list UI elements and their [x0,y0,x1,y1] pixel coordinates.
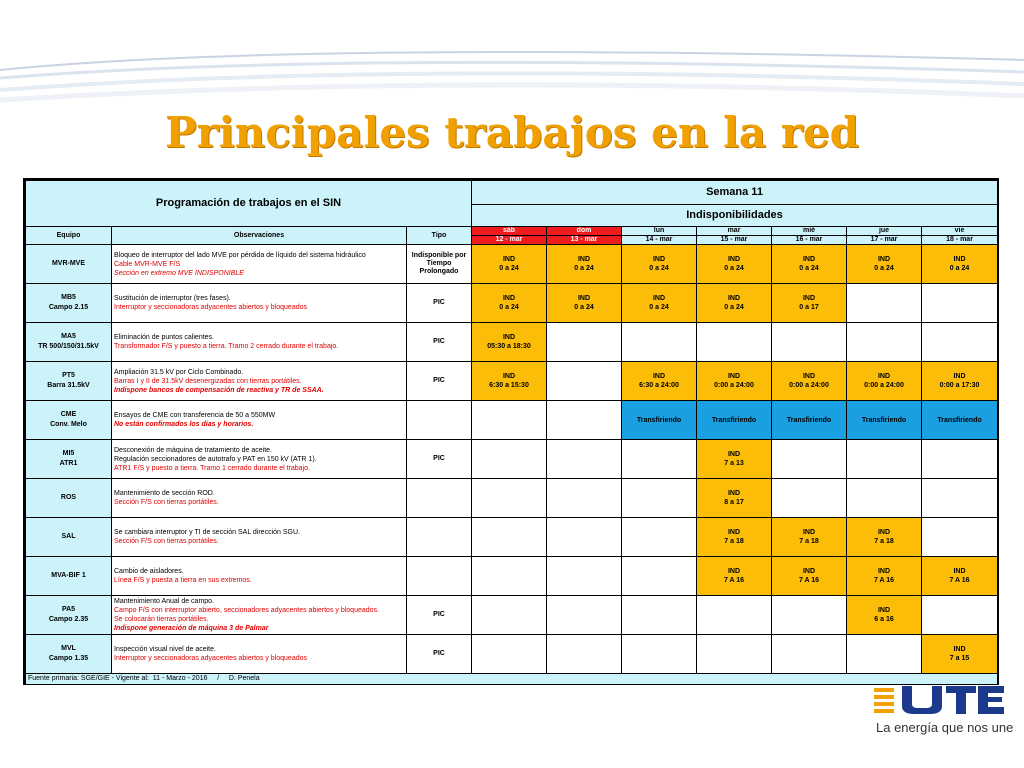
transfer-cell [622,401,697,440]
empty-cell [547,596,622,635]
equipo-label: MVL [61,645,76,652]
observacion-line: Indispone bancos de compensación de reactiva y TR de SSAA. [114,386,324,394]
cell-text: IND [802,295,816,302]
equipo-label: ROS [60,494,77,501]
cell-text: 7 a 18 [724,538,744,545]
cell-text: IND [727,451,741,458]
date-header: 12 - mar [472,236,547,245]
day-header: mié [772,227,847,236]
day-header: jue [847,227,922,236]
cell-text: IND [953,373,966,380]
empty-cell [622,596,697,635]
cell-text: IND [877,607,891,614]
cell-text: Transfiriendo [711,416,757,424]
cell-text: IND [577,256,591,263]
cell-text: 7 a 13 [724,460,744,467]
observacion-line: Barras I y II de 31.5kV desenergizadas con tierras portátiles. [114,377,302,385]
unavailable-cell [547,245,622,284]
unavailable-cell [472,245,547,284]
observaciones-cell [112,440,407,479]
cell-text: 8 a 17 [724,499,744,506]
unavailable-cell [772,557,847,596]
cell-text: 0 a 24 [574,265,594,272]
unavailable-cell [472,284,547,323]
cell-text: 0:00 a 24:00 [864,382,904,389]
table-row [26,440,998,479]
tipo-cell [407,557,472,596]
equipo-cell [26,245,112,284]
equipo-cell [26,440,112,479]
empty-cell [472,596,547,635]
cell-text: IND [727,490,741,497]
cell-text: 7 A 16 [798,577,820,584]
equipo-label: Campo 1.35 [48,655,89,662]
observacion-line: Regulación seccionadores de autotrafo y PAT en 150 kV (ATR 1). [114,455,317,463]
cell-text: 6:30 a 15:30 [489,382,529,389]
equipo-label: TR 500/150/31.5kV [38,343,99,350]
table-row [26,557,998,596]
day-header: vie [922,227,998,236]
empty-cell [922,479,998,518]
slide-title: Principales trabajos en la red [165,108,859,157]
tipo-label: PIC [433,650,445,657]
cell-text: IND [953,568,966,575]
cell-text: 7 A 16 [723,577,745,584]
empty-cell [622,323,697,362]
observacion-line: Ensayos de CME con transferencia de 50 a 550MW [114,412,276,419]
unavailable-cell [922,362,998,401]
observacion-line: Ampliación 31.5 kV por Ciclo Combinado. [114,368,244,376]
cell-text: IND [802,256,816,263]
unavailable-cell [772,284,847,323]
cell-text: 7 A 16 [873,577,895,584]
equipo-label: Campo 2.15 [48,304,89,311]
unavailable-cell [622,362,697,401]
observacion-line: Desconexión de máquina de tratamiento de aceite. [114,446,272,454]
observaciones-cell [112,401,407,440]
unavailable-cell [847,518,922,557]
observacion-line: No están confirmados los días y horarios. [114,421,254,428]
empty-cell [922,323,998,362]
table-row [26,479,998,518]
equipo-cell [26,401,112,440]
table-row [26,284,998,323]
cell-text: 7 a 15 [949,655,970,662]
empty-cell [472,440,547,479]
date-header: 17 - mar [847,236,922,245]
tipo-cell [407,440,472,479]
day-header: sáb [472,227,547,236]
observacion-line: Cambio de aisladores. [114,568,184,575]
empty-cell [547,440,622,479]
unavailable-cell [772,518,847,557]
equipo-label: MVA-BIF 1 [51,572,86,579]
schedule-title: Programación de trabajos en el SIN [26,181,472,227]
tipo-label: PIC [433,299,445,306]
cell-text: 0 a 24 [724,265,744,272]
cell-text: IND [727,295,741,302]
cell-text: IND [727,529,741,536]
equipo-label: CME [60,411,77,418]
equipo-label: ATR1 [59,460,78,467]
empty-cell [622,635,697,674]
equipo-label: Barra 31.5kV [47,382,90,389]
unavailable-cell [922,635,998,674]
observacion-line: Sección F/S con tierras portátiles. [114,499,219,506]
equipo-cell [26,596,112,635]
cell-text: 6 a 16 [874,616,894,623]
unavailable-cell [847,362,922,401]
equipo-label: MVR-MVE [51,260,86,267]
cell-text: 0 a 24 [574,304,594,311]
empty-cell [847,479,922,518]
transfer-cell [697,401,772,440]
cell-text: 0 a 24 [874,265,894,272]
equipo-cell [26,518,112,557]
tipo-cell [407,479,472,518]
schedule-table [23,178,999,685]
empty-cell [472,479,547,518]
col-header-tipo: Tipo [407,227,472,245]
cell-text: 0:00 a 17:30 [939,382,980,389]
empty-cell [922,596,998,635]
unavailable-cell [847,557,922,596]
empty-cell [922,284,998,323]
empty-cell [772,479,847,518]
date-header: 18 - mar [922,236,998,245]
transfer-cell [847,401,922,440]
cell-text: 0 a 24 [724,304,744,311]
unavailable-cell [622,284,697,323]
tipo-cell [407,596,472,635]
tipo-cell [407,401,472,440]
unavailable-cell [622,245,697,284]
unavailable-cell [697,245,772,284]
tipo-cell [407,518,472,557]
empty-cell [772,635,847,674]
date-header: 13 - mar [547,236,622,245]
brand-tagline: La energía que nos une [876,720,1014,735]
tipo-label: PIC [433,611,445,618]
unavailable-cell [847,245,922,284]
empty-cell [697,323,772,362]
subtitle-label: Indisponibilidades [472,205,998,227]
table-row [26,323,998,362]
unavailable-cell [772,362,847,401]
observaciones-cell [112,635,407,674]
empty-cell [847,635,922,674]
cell-text: IND [802,373,816,380]
observacion-line: Mantenimiento Anual de campo. [114,598,215,605]
unavailable-cell [697,518,772,557]
observaciones-cell [112,479,407,518]
empty-cell [547,323,622,362]
empty-cell [772,596,847,635]
unavailable-cell [697,362,772,401]
tipo-cell [407,284,472,323]
tipo-label: PIC [433,338,445,345]
observacion-line: Línea F/S y puesta a tierra en sus extremos. [114,577,252,584]
col-header-obs: Observaciones [112,227,407,245]
empty-cell [547,401,622,440]
observacion-line: Interruptor y seccionadoras adyacentes abiertos y bloqueados [114,655,308,662]
cell-text: IND [877,373,891,380]
col-header-equipo: Equipo [26,227,112,245]
transfer-cell [772,401,847,440]
unavailable-cell [697,284,772,323]
cell-text: 0 a 24 [799,265,819,272]
tipo-label: Tiempo Prolongado [419,260,459,275]
cell-text: 05:30 a 18:30 [487,343,531,350]
unavailable-cell [472,323,547,362]
equipo-cell [26,635,112,674]
observacion-line: Campo F/S con interruptor abierto, seccionadores adyacentes abiertos y bloqueados. [114,607,379,614]
cell-text: IND [877,568,891,575]
tipo-label: PIC [433,377,445,384]
equipo-cell [26,557,112,596]
unavailable-cell [472,362,547,401]
table-row [26,596,998,635]
empty-cell [622,440,697,479]
tipo-label: Indisponible por [411,252,467,259]
cell-text: IND [727,373,741,380]
cell-text: Transfiriendo [861,416,907,424]
equipo-label: Conv. Melo [50,421,87,428]
empty-cell [547,479,622,518]
tipo-cell [407,362,472,401]
empty-cell [547,518,622,557]
transfer-cell [922,401,998,440]
cell-text: 0 a 24 [649,304,669,311]
observacion-line: Sección en extremo MVE INDISPONIBLE [114,269,244,277]
empty-cell [547,557,622,596]
empty-cell [772,323,847,362]
date-header: 14 - mar [622,236,697,245]
cell-text: IND [502,334,516,341]
observacion-line: ATR1 F/S y puesto a tierra. Tramo 1 cerrado durante el trabajo. [114,464,310,472]
empty-cell [547,362,622,401]
day-header: dom [547,227,622,236]
cell-text: 6:30 a 24:00 [639,382,679,389]
observacion-line: Sustitución de interruptor (tres fases). [114,295,231,302]
unavailable-cell [847,596,922,635]
ute-logo [872,684,1006,714]
empty-cell [622,557,697,596]
empty-cell [922,440,998,479]
equipo-cell [26,284,112,323]
cell-text: 0 a 17 [799,304,819,311]
cell-text: 7 a 18 [799,538,819,545]
equipo-cell [26,362,112,401]
cell-text: IND [652,295,666,302]
observaciones-cell [112,557,407,596]
cell-text: IND [502,373,516,380]
cell-text: 7 A 16 [949,577,970,584]
table-row [26,518,998,557]
empty-cell [847,284,922,323]
unavailable-cell [922,245,998,284]
cell-text: IND [802,529,816,536]
unavailable-cell [697,557,772,596]
date-header: 15 - mar [697,236,772,245]
observacion-line: Mantenimiento de sección ROD. [114,490,215,497]
observacion-line: Indispone generación de máquina 3 de Palmar [114,625,269,632]
observacion-line: Transformador F/S y puesto a tierra. Tramo 2 cerrado durante el trabajo. [114,343,339,350]
cell-text: IND [502,295,516,302]
observacion-line: Bloqueo de interruptor del lado MVE por pérdida de líquido del sistema hidráulico [114,251,366,259]
week-label: Semana 11 [472,181,998,205]
empty-cell [847,440,922,479]
observacion-line: Se colocarán tierras portátiles. [114,616,209,623]
cell-text: IND [953,646,966,653]
cell-text: Transfiriendo [786,416,832,424]
observaciones-cell [112,245,407,284]
cell-text: IND [652,256,666,263]
table-row [26,245,998,284]
observaciones-cell [112,362,407,401]
observacion-line: Se cambiara interruptor y TI de sección SAL dirección SGU. [114,529,300,536]
unavailable-cell [547,284,622,323]
equipo-label: MI5 [62,450,75,457]
empty-cell [472,518,547,557]
observacion-line: Cable MVR-MVE F/S [114,260,181,268]
empty-cell [697,596,772,635]
cell-text: IND [577,295,591,302]
cell-text: IND [802,568,816,575]
empty-cell [772,440,847,479]
cell-text: IND [652,373,666,380]
cell-text: IND [727,256,741,263]
observaciones-cell [112,596,407,635]
table-row [26,401,998,440]
table-row [26,362,998,401]
schedule-grid [25,180,998,685]
cell-text: 7 a 18 [874,538,894,545]
cell-text: IND [727,568,741,575]
cell-text: IND [502,256,516,263]
unavailable-cell [697,479,772,518]
equipo-label: PT5 [62,372,75,379]
equipo-label: Campo 2.35 [48,616,89,623]
equipo-label: SAL [61,533,76,540]
tipo-cell [407,245,472,284]
equipo-cell [26,323,112,362]
empty-cell [622,518,697,557]
equipo-label: MA5 [61,333,76,340]
empty-cell [847,323,922,362]
cell-text: 0:00 a 24:00 [789,382,829,389]
cell-text: 0 a 24 [949,265,970,272]
cell-text: IND [877,256,891,263]
equipo-cell [26,479,112,518]
observaciones-cell [112,518,407,557]
tipo-cell [407,635,472,674]
observaciones-cell [112,284,407,323]
equipo-label: PA5 [61,606,76,613]
table-row [26,635,998,674]
tipo-cell [407,323,472,362]
date-header: 16 - mar [772,236,847,245]
unavailable-cell [697,440,772,479]
cell-text: IND [877,529,891,536]
cell-text: 0 a 24 [649,265,669,272]
observacion-line: Interruptor y seccionadoras adyacentes abiertos y bloqueados [114,304,308,311]
tipo-label: PIC [433,455,445,462]
empty-cell [922,518,998,557]
day-header: mar [697,227,772,236]
cell-text: 0 a 24 [499,265,519,272]
empty-cell [472,401,547,440]
observacion-line: Eliminación de puntos calientes. [114,334,215,341]
empty-cell [472,635,547,674]
source-footer: Fuente primaria: SGE/GIE - Vigente al: 11 - Marzo - 2016 / D. Penela [26,674,998,685]
unavailable-cell [922,557,998,596]
observacion-line: Inspección visual nivel de aceite. [114,646,216,653]
cell-text: 0 a 24 [499,304,519,311]
empty-cell [547,635,622,674]
equipo-label: MB5 [61,294,76,301]
empty-cell [697,635,772,674]
day-header: lun [622,227,697,236]
cell-text: Transfiriendo [636,416,682,424]
cell-text: 0:00 a 24:00 [714,382,754,389]
empty-cell [472,557,547,596]
unavailable-cell [772,245,847,284]
observaciones-cell [112,323,407,362]
empty-cell [622,479,697,518]
cell-text: IND [953,256,966,263]
cell-text: Transfiriendo [937,416,982,424]
observacion-line: Sección F/S con tierras portátiles. [114,538,219,545]
